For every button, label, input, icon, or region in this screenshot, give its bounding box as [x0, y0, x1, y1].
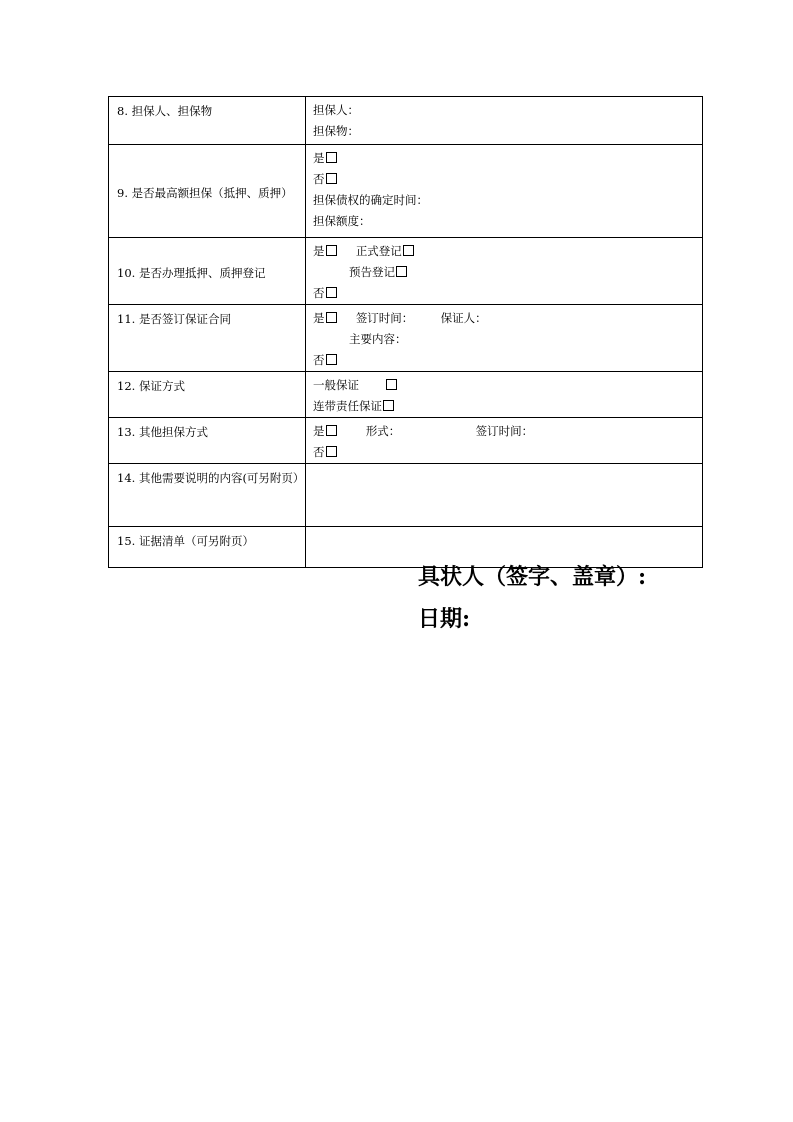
table-row [109, 372, 703, 418]
row-label: 12. 保证方式 [109, 372, 306, 418]
row-label: 11. 是否签订保证合同 [109, 305, 306, 372]
option-label: 是 [313, 311, 325, 325]
sign-time-field[interactable]: 签订时间： [355, 311, 414, 325]
row-label: 9. 是否最高额担保（抵押、质押） [109, 145, 306, 238]
notice-registration-checkbox[interactable] [396, 266, 407, 277]
table-row [109, 145, 703, 238]
option-label: 连带责任保证 [313, 399, 382, 413]
option-label: 预告登记 [349, 265, 395, 279]
date-line: 日期: [418, 606, 471, 632]
no-checkbox[interactable] [326, 173, 337, 184]
row-value [306, 372, 703, 418]
option-label: 一般保证 [313, 378, 359, 392]
collateral-field[interactable]: 担保物： [313, 124, 359, 138]
row-value [306, 238, 703, 305]
table-row [109, 305, 703, 372]
row-label: 14. 其他需要说明的内容(可另附页） [109, 464, 306, 527]
table-row [109, 97, 703, 145]
option-label: 是 [313, 424, 325, 438]
row-label: 15. 证据清单（可另附页） [109, 527, 306, 568]
yes-checkbox[interactable] [326, 152, 337, 163]
formal-registration-checkbox[interactable] [403, 245, 414, 256]
option-label: 是 [313, 151, 325, 165]
row-label: 10. 是否办理抵押、质押登记 [109, 238, 306, 305]
form-field[interactable]: 形式： [365, 424, 401, 438]
guarantor-field[interactable]: 保证人： [440, 311, 487, 325]
table-row [109, 464, 703, 527]
row-value [306, 305, 703, 372]
row-value [306, 418, 703, 464]
no-checkbox[interactable] [326, 446, 337, 457]
row-value [306, 145, 703, 238]
option-label: 正式登记 [355, 244, 402, 258]
form-table [108, 96, 703, 568]
general-guarantee-checkbox[interactable] [386, 379, 397, 390]
row-value [306, 97, 703, 145]
yes-checkbox[interactable] [326, 245, 337, 256]
row-label: 8. 担保人、担保物 [109, 97, 306, 145]
confirm-time-field[interactable]: 担保债权的确定时间： [313, 193, 428, 207]
amount-field[interactable]: 担保额度： [313, 214, 371, 228]
sign-time-field[interactable]: 签订时间： [475, 424, 534, 438]
option-label: 否 [313, 286, 325, 300]
no-checkbox[interactable] [326, 287, 337, 298]
table-row [109, 418, 703, 464]
option-label: 是 [313, 244, 325, 258]
main-content-field[interactable]: 主要内容： [349, 332, 407, 346]
table-row [109, 238, 703, 305]
joint-liability-checkbox[interactable] [383, 400, 394, 411]
guarantor-field[interactable]: 担保人： [313, 103, 359, 117]
other-notes-field[interactable] [306, 464, 703, 527]
row-label: 13. 其他担保方式 [109, 418, 306, 464]
yes-checkbox[interactable] [326, 425, 337, 436]
signer-line: 具状人（签字、盖章）: [418, 564, 647, 590]
option-label: 否 [313, 445, 325, 459]
yes-checkbox[interactable] [326, 312, 337, 323]
option-label: 否 [313, 353, 325, 367]
option-label: 否 [313, 172, 325, 186]
no-checkbox[interactable] [326, 354, 337, 365]
